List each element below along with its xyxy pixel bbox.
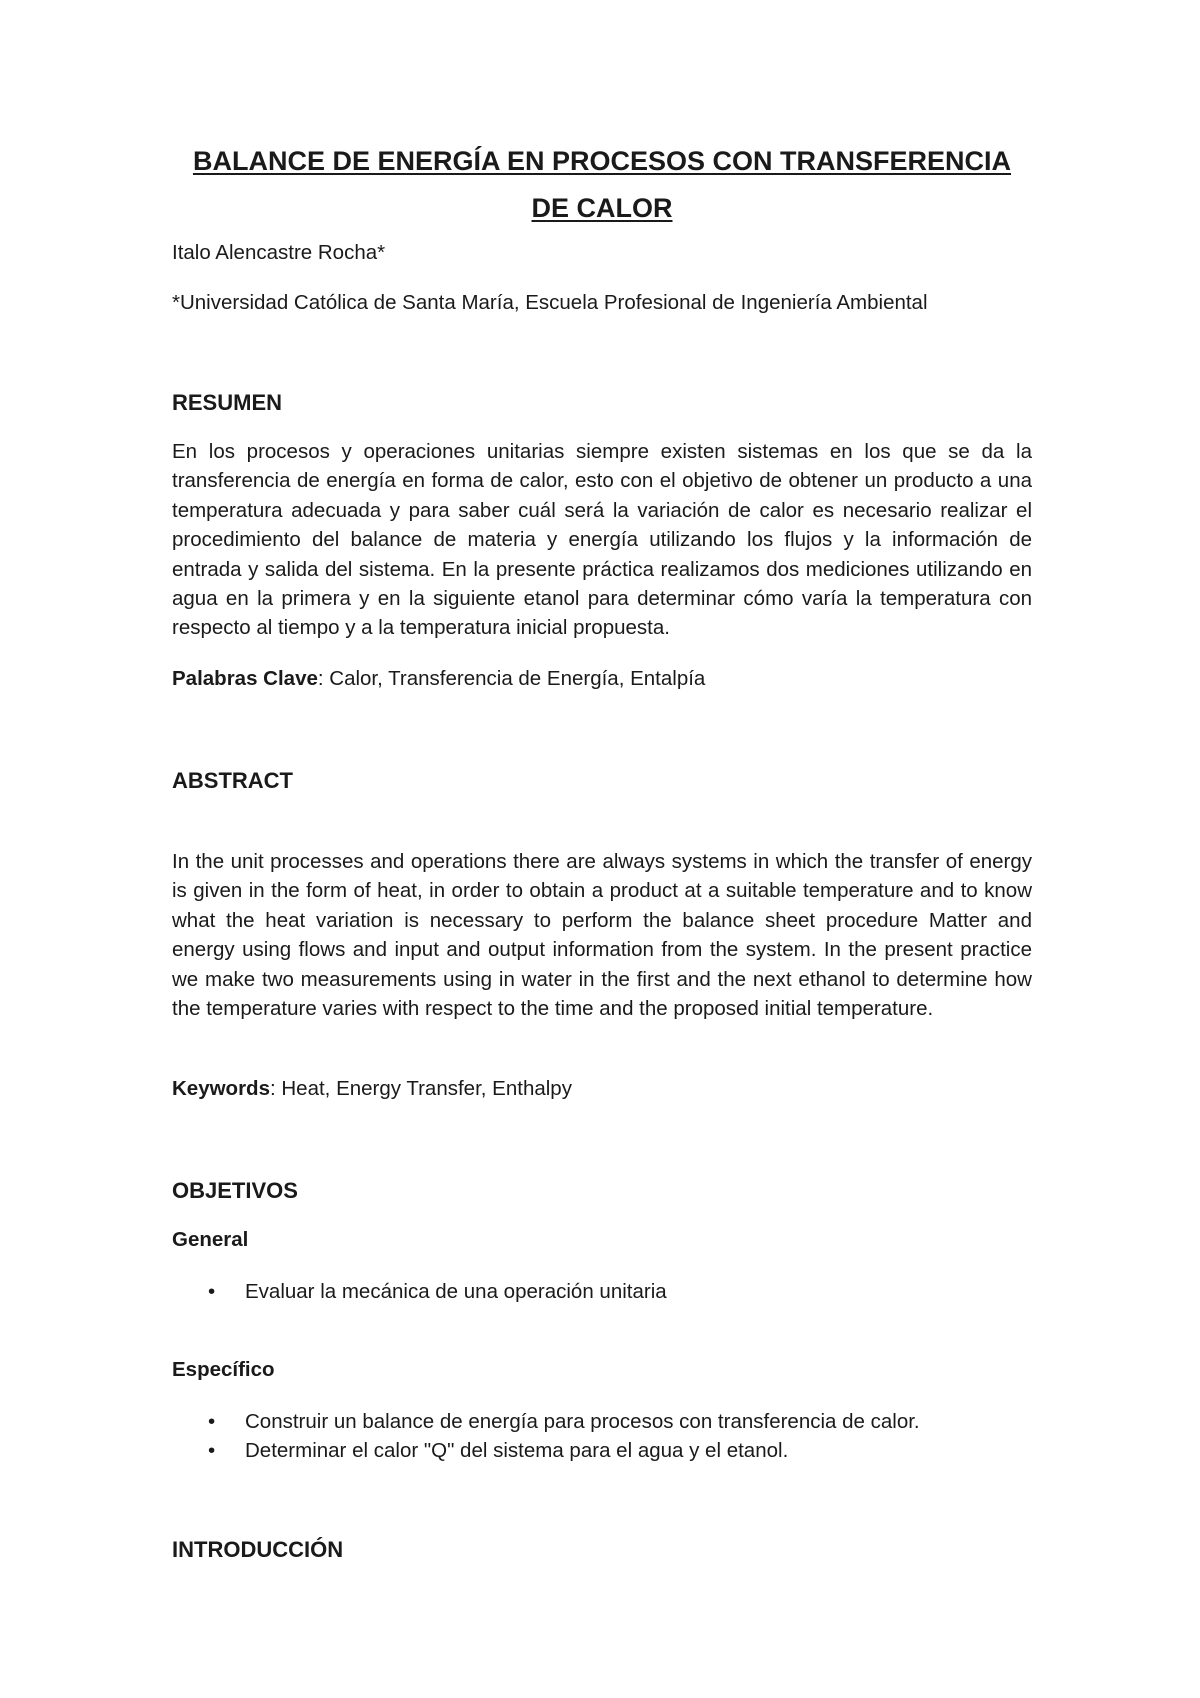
document-title <box>172 138 1032 232</box>
introduccion-heading: INTRODUCCIÓN <box>172 1537 344 1562</box>
list-item <box>172 1407 920 1436</box>
resumen-body: En los procesos y operaciones unitarias siempre existen sistemas en los que se da la transferencia de energía en forma de calor, esto con el objetivo de obtener un producto a una temperatura adecuada y para saber cuál será la variación de calor es necesario realizar el procedimiento del balance de materia y energía utilizando los flujos y la información de entrada y salida del sistema. En la presente práctica realizamos dos mediciones utilizando en agua en la primera y en la siguiente etanol para determinar cómo varía la temperatura con respecto al tiempo y a la temperatura inicial propuesta. <box>172 440 1032 640</box>
especifico-list <box>172 1407 920 1466</box>
bullet-icon: • <box>208 1280 216 1303</box>
abstract-keywords-text: : Heat, Energy Transfer, Enthalpy <box>269 1077 572 1100</box>
resumen-heading: RESUMEN <box>172 390 283 415</box>
abstract-keywords <box>172 1074 572 1103</box>
author-name: Italo Alencastre Rocha* <box>172 241 386 264</box>
general-list <box>172 1277 667 1306</box>
especifico-subheading: Específico <box>172 1358 275 1381</box>
list-item <box>172 1436 920 1465</box>
abstract-keywords-label: Keywords <box>172 1077 270 1100</box>
resumen-keywords-label: Palabras Clave <box>172 667 318 690</box>
title-line-2: DE CALOR <box>531 193 673 223</box>
list-item-text: Evaluar la mecánica de una operación unitaria <box>245 1280 667 1303</box>
list-item-text: Determinar el calor "Q" del sistema para el agua y el etanol. <box>245 1439 789 1463</box>
list-item <box>172 1277 667 1306</box>
abstract-heading: ABSTRACT <box>172 768 293 793</box>
list-item-text: Construir un balance de energía para procesos con transferencia de calor. <box>245 1410 920 1433</box>
objetivos-heading: OBJETIVOS <box>172 1178 298 1203</box>
bullet-icon: • <box>208 1439 216 1463</box>
abstract-body: In the unit processes and operations there are always systems in which the transfer of energy is given in the form of heat, in order to obtain a product at a suitable temperature and to know what the heat variation is necessary to perform the balance sheet procedure Matter and energy using flows and input and output information from the system. In the present practice we make two measurements using in water in the first and the next ethanol to determine how the temperature varies with respect to the time and the proposed initial temperature. <box>172 850 1032 1021</box>
title-line-1: BALANCE DE ENERGÍA EN PROCESOS CON TRANSFERENCIA <box>192 146 1012 176</box>
author-affiliation: *Universidad Católica de Santa María, Escuela Profesional de Ingeniería Ambiental <box>172 291 928 314</box>
resumen-keywords-text: : Calor, Transferencia de Energía, Entalpía <box>317 667 706 690</box>
general-subheading: General <box>172 1228 249 1251</box>
bullet-icon: • <box>208 1410 216 1433</box>
resumen-keywords <box>172 664 705 693</box>
